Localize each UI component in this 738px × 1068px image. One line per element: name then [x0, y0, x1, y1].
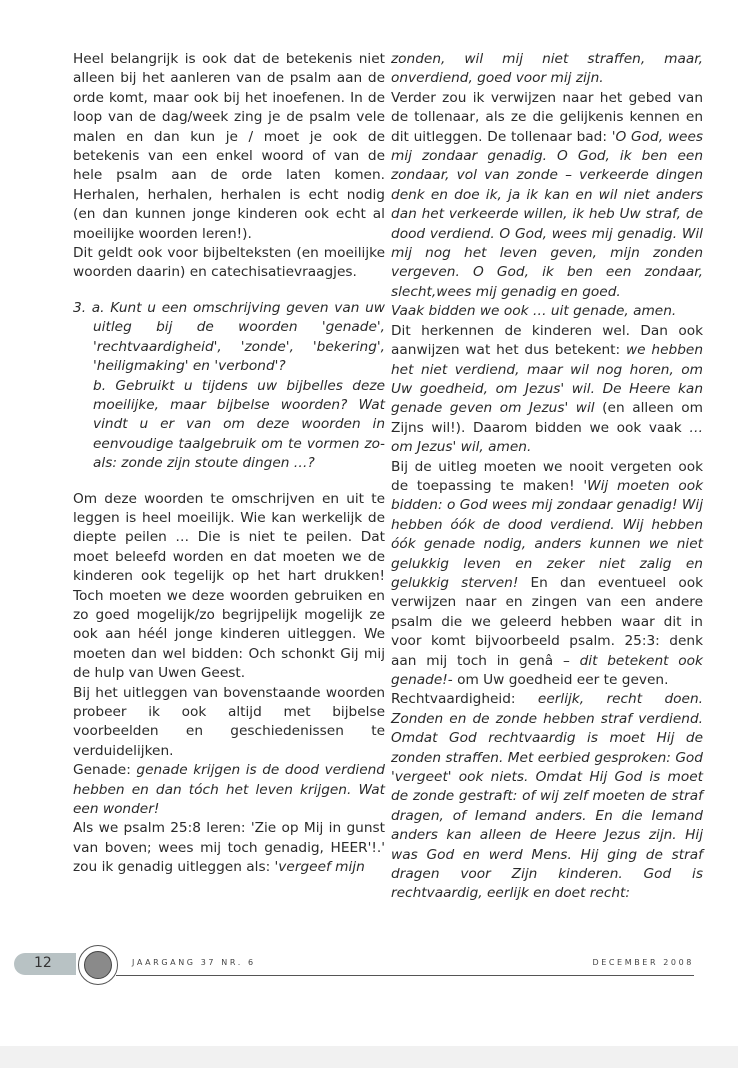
right-column — [391, 50, 703, 904]
question-3a: 3. a. Kunt u een omschrijving geven van uw uitleg bij de woorden 'genade', 'rechtvaardigheid', 'zonde', 'bekering', 'heiligmaking' en 'verbond'? — [73, 299, 385, 375]
paragraph-genade — [73, 761, 385, 819]
question-3b: b. Gebruikt u tijdens uw bijbelles deze moeilijke, maar bijbelse woorden? Wat vindt u er van om deze woorden in eenvoudige taalgebruik om te vormen zo-als: zonde zijn stoute dingen …? — [93, 377, 385, 472]
issue-date: DECEMBER 2008 — [592, 958, 694, 967]
page-number: 12 — [34, 955, 52, 971]
amen-italic: Vaak bidden we ook … uit genade, amen. — [391, 303, 677, 320]
toepassing-text: Bij de uitleg moeten we nooit vergeten ook de toepassing te maken! — [391, 458, 703, 494]
seal-emblem-icon — [84, 951, 112, 979]
paragraph-toepassing — [391, 458, 703, 691]
tollenaar-prayer: 'O God, wees mij zondaar genadig. O God, ik ben een zondaar, vol van zonde – verkeerde dingen denk en doe ik, ja ik kan en wil niet anders dan het verkeerde willen, ik heb Uw straf, de dood verdiend. O God, wees mij genadig. Wil mij nog het leven geven, mijn zonden vergeven. O God, ik ben een zondaar, slecht,wees mij genadig en goed. — [391, 128, 703, 300]
page-footer — [0, 944, 738, 984]
herkennen-italic-1: we hebben het niet verdiend, maar wil nog horen, om Uw goedheid, om Jezus' wil. De Heere kan genade geven om Jezus' wil — [391, 342, 703, 417]
herkennen-text-2: (en alleen om Zijns wil!). Daarom bidden we ook vaak — [391, 400, 703, 436]
left-column — [73, 50, 385, 878]
psalm-25-8-text: Als we psalm 25:8 leren: 'Zie op Mij in gunst van boven; wees mij toch genadig, HEER'!.' zou ik genadig uitleggen als: — [73, 820, 385, 876]
paragraph-tollenaar — [391, 89, 703, 302]
paragraph-herkennen — [391, 322, 703, 458]
paragraph-amen — [391, 302, 703, 321]
rechtvaardigheid-definition: eerlijk, recht doen. Zonden en de zonde hebben straf verdiend. Omdat God rechtvaardig is moet Hij de zonden straffen. Met eerbied gesproken: God 'vergeet' ook niets. Omdat Hij God is moet de zonde gestraft: of wij zelf moeten de straf dragen, of Iemand anders. En die Iemand anders kan alleen de Heere Jezus zijn. Hij was God en werd Mens. Hij ging de straf dragen voor Zijn kinderen. God is rechtvaardig, eerlijk en doet recht: — [391, 691, 703, 902]
scan-bottom-strip — [0, 1046, 738, 1068]
spacer — [73, 474, 385, 490]
herkennen-text: Dit herkennen de kinderen wel. Dan ook aanwijzen wat het dus betekent: — [391, 322, 703, 359]
genade-label: Genade: — [73, 762, 137, 779]
paragraph-explain-words: Om deze woorden te omschrijven en uit te leggen is heel moeilijk. Wie kan werkelijk de diepte peilen … Die is niet te peilen. Dat moet beleefd worden en dat moeten we de kinderen ook tegelijk op het hart drukken! Toch moeten we deze woorden gebruiken en zo goed mogelijk/zo begrijpelijk mogelijk ze ook aan héél jonge kinderen uitleggen. We moeten dan wel bidden: Och schonkt Gij mij de hulp van Uwen Geest. — [73, 490, 385, 682]
toepassing-text-3: om Uw goedheid eer te geven. — [452, 672, 669, 688]
issue-label: JAARGANG 37 NR. 6 — [132, 958, 256, 967]
paragraph-bible-texts: Dit geldt ook voor bijbelteksten (en moeilijke woorden daarin) en catechisatievraagjes. — [73, 245, 385, 281]
paragraph-continuation — [391, 50, 703, 89]
herkennen-italic-2: … om Jezus' wil, amen. — [391, 419, 703, 456]
toepassing-italic: 'Wij moeten ook bidden: o God wees mij zondaar genadig! Wij hebben óók de dood verdiend. Wij hebben óók genade nodig, anders kunnen we niet gelukkig leven en zeker niet zalig en gelukkig sterven! — [391, 477, 704, 591]
spacer — [73, 283, 385, 299]
rechtvaardigheid-label: Rechtvaardigheid: — [391, 691, 538, 708]
seal-logo-icon — [78, 945, 118, 985]
continuation-italic: zonden, wil mij niet straffen, maar, onverdiend, goed voor mij zijn. — [391, 51, 703, 87]
paragraph-meaning-importance: Heel belangrijk is ook dat de betekenis niet alleen bij het aanleren van de psalm aan de orde komt, maar ook bij het inoefenen. In de loop van de dag/week zing je de psalm vele malen en dan kun je / moet je ook de betekenis van een enkel woord of van de hele psalm aan de orde laten komen. Herhalen, herhalen, herhalen is echt nodig (en dan kunnen jonge kinderen ook echt al moeilijke woorden leren!). — [73, 51, 385, 242]
footer-rule — [116, 975, 694, 976]
tollenaar-intro: Verder zou ik verwijzen naar het gebed van de tollenaar, als ze die gelijkenis kennen en dit uitleggen. De tollenaar bad: — [391, 89, 703, 145]
paragraph-rechtvaardigheid — [391, 690, 703, 903]
toepassing-italic-2: dit betekent ook genade!- — [391, 652, 703, 688]
paragraph-bible-examples: Bij het uitleggen van bovenstaande woorden probeer ik ook altijd met bijbelse voorbeelden en geschiedenissen te verduidelijken. — [73, 684, 385, 759]
toepassing-text-2: En dan eventueel ook verwijzen naar en zingen van een andere psalm die we geleerd hebben waar dit in voor komt bijvoorbeeld psalm. 25:3: denk aan mij toch in genâ – — [391, 574, 703, 669]
paragraph-psalm-25-8 — [73, 819, 385, 877]
genade-definition: genade krijgen is de dood verdiend hebben en dan tóch het leven krijgen. Wat een wonder! — [73, 762, 385, 818]
psalm-25-8-italic: 'vergeef mijn — [274, 859, 365, 876]
